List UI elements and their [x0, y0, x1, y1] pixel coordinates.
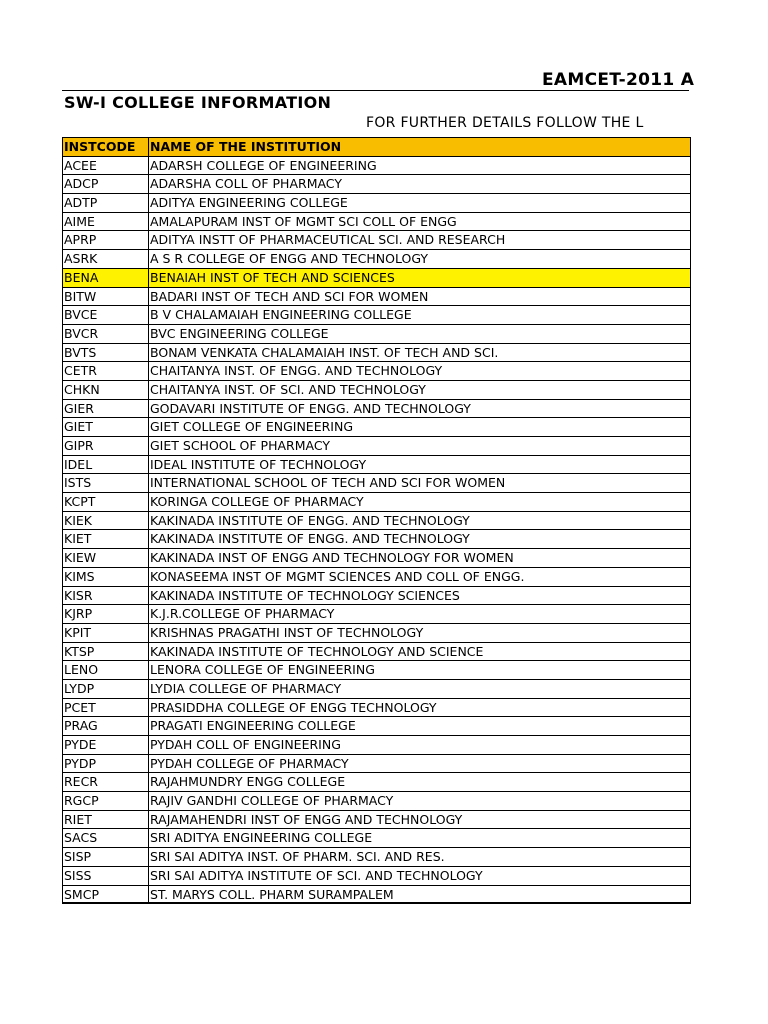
institution-name-cell: SRI SAI ADITYA INST. OF PHARM. SCI. AND RES. — [150, 849, 445, 865]
table-row — [63, 717, 690, 736]
table-row — [63, 157, 690, 176]
table-row — [63, 437, 690, 456]
institution-name-cell: ST. MARYS COLL. PHARM SURAMPALEM — [150, 886, 394, 902]
instcode-cell: SISP — [63, 848, 149, 866]
instcode-cell: BITW — [63, 288, 149, 306]
instcode-cell: GIPR — [63, 437, 149, 455]
instcode-cell: RIET — [63, 811, 149, 829]
table-row — [63, 231, 690, 250]
table-row — [63, 587, 690, 606]
institution-name-cell: KAKINADA INSTITUTE OF TECHNOLOGY AND SCIENCE — [150, 643, 484, 659]
institution-name-cell: ADARSH COLLEGE OF ENGINEERING — [150, 157, 377, 173]
institution-name-cell: K.J.R.COLLEGE OF PHARMACY — [150, 606, 335, 622]
institution-name-cell: RAJAMAHENDRI INST OF ENGG AND TECHNOLOGY — [150, 811, 463, 827]
institution-name-cell: CHAITANYA INST. OF ENGG. AND TECHNOLOGY — [150, 363, 443, 379]
table-row — [63, 288, 690, 307]
institution-name-cell: RAJAHMUNDRY ENGG COLLEGE — [150, 774, 346, 790]
instcode-cell: SISS — [63, 867, 149, 885]
instcode-cell: CHKN — [63, 381, 149, 399]
instcode-cell: CETR — [63, 362, 149, 380]
institution-name-cell: PYDAH COLLEGE OF PHARMACY — [150, 755, 349, 771]
institution-name-cell: ADITYA ENGINEERING COLLEGE — [150, 195, 348, 211]
instcode-cell: SACS — [63, 829, 149, 847]
instcode-cell: SMCP — [63, 886, 149, 903]
institution-name-cell: B V CHALAMAIAH ENGINEERING COLLEGE — [150, 307, 412, 323]
institution-name-cell: A S R COLLEGE OF ENGG AND TECHNOLOGY — [150, 251, 429, 267]
table-row — [63, 250, 690, 269]
institution-name-cell: GIET SCHOOL OF PHARMACY — [150, 438, 330, 453]
institution-name-cell: BADARI INST OF TECH AND SCI FOR WOMEN — [150, 288, 429, 304]
table-row — [63, 867, 690, 886]
table-row — [63, 400, 690, 419]
institution-name-cell: CHAITANYA INST. OF SCI. AND TECHNOLOGY — [150, 381, 426, 397]
institution-name-cell: ADARSHA COLL OF PHARMACY — [150, 176, 342, 192]
table-row — [63, 624, 690, 643]
table-row — [63, 194, 690, 213]
institution-name-cell: SRI SAI ADITYA INSTITUTE OF SCI. AND TECHNOLOGY — [150, 867, 483, 883]
instcode-cell: AIME — [63, 213, 149, 231]
table-row — [63, 381, 690, 400]
institution-name-cell: PRAGATI ENGINEERING COLLEGE — [150, 718, 356, 734]
institution-name-cell: LYDIA COLLEGE OF PHARMACY — [150, 680, 342, 696]
instcode-cell: PYDP — [63, 755, 149, 773]
table-row — [63, 792, 690, 811]
table-row — [63, 680, 690, 699]
institution-name-cell: IDEAL INSTITUTE OF TECHNOLOGY — [150, 456, 367, 472]
table-row — [63, 456, 690, 475]
table-row — [63, 344, 690, 363]
table-row — [63, 306, 690, 325]
institution-name-cell: KRISHNAS PRAGATHI INST OF TECHNOLOGY — [150, 624, 424, 640]
table-row — [63, 530, 690, 549]
table-row — [63, 736, 690, 755]
institution-name-cell: KONASEEMA INST OF MGMT SCIENCES AND COLL OF ENGG. — [150, 568, 525, 584]
instcode-cell: KISR — [63, 587, 149, 605]
table-row — [63, 699, 690, 718]
instcode-cell: KIET — [63, 530, 149, 548]
table-row — [63, 605, 690, 624]
table-row — [63, 362, 690, 381]
table-row — [63, 848, 690, 867]
instcode-cell: PRAG — [63, 717, 149, 735]
instcode-cell: RGCP — [63, 792, 149, 810]
document-subtitle: SW-I COLLEGE INFORMATION — [64, 93, 332, 112]
college-table — [62, 137, 691, 904]
institution-name-cell: GIET COLLEGE OF ENGINEERING — [150, 419, 354, 435]
table-row — [63, 755, 690, 774]
table-row — [63, 493, 690, 512]
instcode-cell: PCET — [63, 699, 149, 717]
header-institution-name: NAME OF THE INSTITUTION — [150, 139, 342, 154]
table-row — [63, 474, 690, 493]
institution-name-cell: KAKINADA INSTITUTE OF ENGG. AND TECHNOLOGY — [150, 531, 470, 547]
instcode-cell: KIEK — [63, 512, 149, 530]
instcode-cell: LENO — [63, 661, 149, 679]
table-row — [63, 418, 690, 437]
table-row — [63, 829, 690, 848]
table-row — [63, 773, 690, 792]
institution-name-cell: KAKINADA INST OF ENGG AND TECHNOLOGY FOR WOMEN — [150, 550, 514, 566]
instcode-cell: IDEL — [63, 456, 149, 474]
institution-name-cell: PRASIDDHA COLLEGE OF ENGG TECHNOLOGY — [150, 699, 437, 715]
table-row — [63, 512, 690, 531]
table-row — [63, 643, 690, 662]
instcode-cell: BVCR — [63, 325, 149, 343]
instcode-cell: ADCP — [63, 175, 149, 193]
instcode-cell: KIMS — [63, 568, 149, 586]
instcode-cell: KIEW — [63, 549, 149, 567]
institution-name-cell: PYDAH COLL OF ENGINEERING — [150, 737, 341, 752]
instcode-cell: KJRP — [63, 605, 149, 623]
institution-name-cell: KAKINADA INSTITUTE OF TECHNOLOGY SCIENCES — [150, 587, 460, 603]
institution-name-cell: ADITYA INSTT OF PHARMACEUTICAL SCI. AND RESEARCH — [150, 232, 506, 248]
instcode-cell: KTSP — [63, 643, 149, 661]
institution-name-cell: SRI ADITYA ENGINEERING COLLEGE — [150, 830, 373, 846]
instcode-cell: APRP — [63, 231, 149, 249]
table-row — [63, 549, 690, 568]
table-header-row — [63, 138, 690, 157]
table-row — [63, 811, 690, 830]
header-instcode: INSTCODE — [63, 138, 149, 156]
details-note: FOR FURTHER DETAILS FOLLOW THE L — [366, 115, 644, 131]
instcode-cell: GIER — [63, 400, 149, 418]
table-row — [63, 213, 690, 232]
institution-name-cell: LENORA COLLEGE OF ENGINEERING — [150, 662, 375, 678]
instcode-cell: KCPT — [63, 493, 149, 511]
instcode-cell: BVCE — [63, 306, 149, 324]
institution-name-cell: BVC ENGINEERING COLLEGE — [150, 325, 329, 341]
institution-name-cell: BENAIAH INST OF TECH AND SCIENCES — [150, 269, 395, 285]
instcode-cell: GIET — [63, 418, 149, 436]
table-row — [63, 568, 690, 587]
instcode-cell: ASRK — [63, 250, 149, 268]
instcode-cell: BENA — [63, 269, 149, 287]
document-title: EAMCET-2011 A — [542, 70, 695, 90]
table-row — [63, 661, 690, 680]
institution-name-cell: KAKINADA INSTITUTE OF ENGG. AND TECHNOLOGY — [150, 512, 470, 528]
institution-name-cell: AMALAPURAM INST OF MGMT SCI COLL OF ENGG — [150, 213, 457, 229]
institution-name-cell: GODAVARI INSTITUTE OF ENGG. AND TECHNOLOGY — [150, 400, 471, 416]
institution-name-cell: RAJIV GANDHI COLLEGE OF PHARMACY — [150, 793, 394, 809]
instcode-cell: PYDE — [63, 736, 149, 754]
table-row — [63, 325, 690, 344]
institution-name-cell: KORINGA COLLEGE OF PHARMACY — [150, 494, 364, 510]
institution-name-cell: BONAM VENKATA CHALAMAIAH INST. OF TECH AND SCI. — [150, 344, 499, 360]
title-divider — [62, 90, 689, 91]
table-row — [63, 175, 690, 194]
table-row — [63, 886, 690, 905]
instcode-cell: ADTP — [63, 194, 149, 212]
instcode-cell: ACEE — [63, 157, 149, 175]
instcode-cell: KPIT — [63, 624, 149, 642]
institution-name-cell: INTERNATIONAL SCHOOL OF TECH AND SCI FOR WOMEN — [150, 475, 506, 491]
instcode-cell: LYDP — [63, 680, 149, 698]
instcode-cell: RECR — [63, 773, 149, 791]
instcode-cell: BVTS — [63, 344, 149, 362]
table-row — [63, 269, 690, 288]
instcode-cell: ISTS — [63, 474, 149, 492]
